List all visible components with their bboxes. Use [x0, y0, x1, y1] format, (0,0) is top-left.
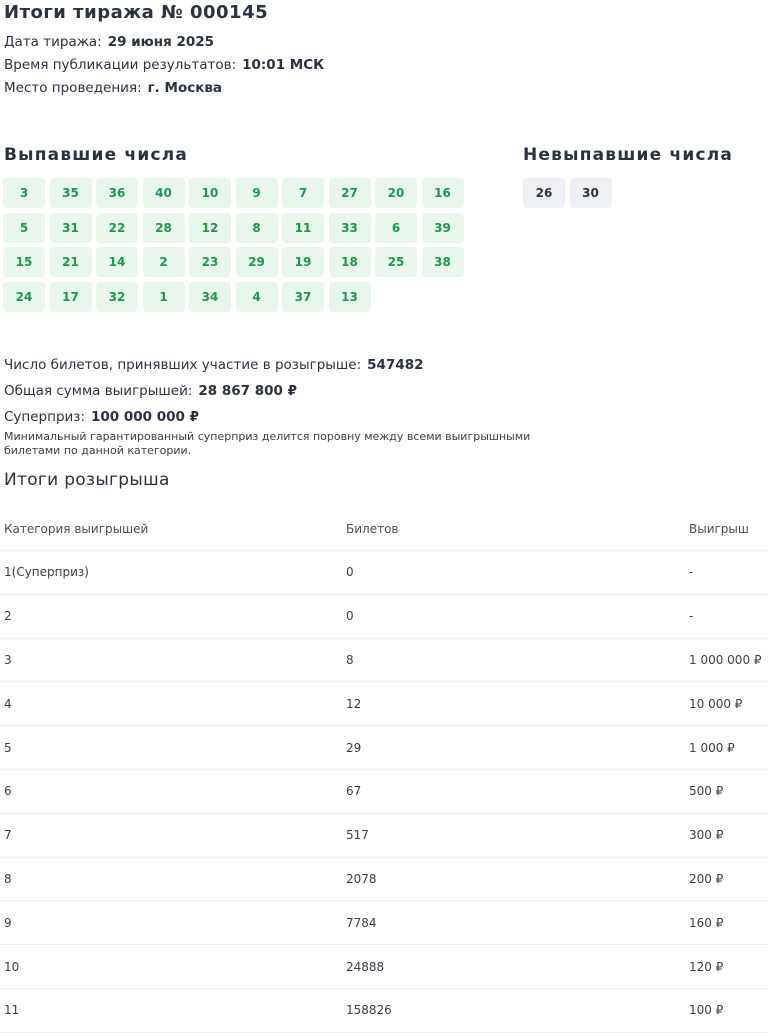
place-value: г. Москва	[147, 80, 223, 96]
draw-date-value: 29 июня 2025	[107, 34, 215, 50]
drawn-number-ball: 32	[96, 282, 138, 312]
drawn-number-ball: 13	[329, 282, 371, 312]
drawn-number-ball: 33	[329, 213, 371, 243]
drawn-number-ball: 10	[189, 178, 231, 208]
drawn-number-ball: 3	[3, 178, 45, 208]
category-cell: 8	[4, 871, 12, 886]
page-title: Итоги тиража № 000145	[4, 2, 269, 23]
tickets-cell: 0	[346, 609, 354, 624]
drawn-number-ball: 38	[422, 247, 464, 277]
drawn-number-ball: 21	[50, 247, 92, 277]
total-stat	[4, 383, 297, 399]
drawn-number-ball: 39	[422, 213, 464, 243]
tickets-cell: 0	[346, 565, 354, 580]
not-drawn-number-ball: 26	[523, 178, 565, 208]
prize-cell: 500 ₽	[689, 784, 724, 799]
drawn-number-ball: 14	[96, 247, 138, 277]
publish-time-value: 10:01 МСК	[242, 57, 325, 73]
superprize-note: Минимальный гарантированный суперприз делится поровну между всеми выигрышными билетами по данной категории.	[4, 430, 531, 457]
drawn-number-ball: 28	[143, 213, 185, 243]
superprize-label: Суперприз:	[4, 409, 86, 425]
table-row	[0, 770, 768, 814]
drawn-number-ball: 12	[189, 213, 231, 243]
tickets-cell: 67	[346, 784, 362, 799]
table-row	[0, 595, 768, 639]
drawn-number-ball: 6	[375, 213, 417, 243]
drawn-number-ball: 29	[236, 247, 278, 277]
drawn-number-ball: 23	[189, 247, 231, 277]
drawn-numbers-title: Выпавшие числа	[4, 145, 189, 165]
column-header-category: Категория выигрышей	[4, 521, 149, 536]
draw-date-line	[4, 34, 214, 50]
tickets-label: Число билетов, принявших участие в розыгрыше:	[4, 357, 362, 373]
prize-cell: 200 ₽	[689, 871, 724, 886]
prize-cell: 100 ₽	[689, 1003, 724, 1018]
publish-time-label: Время публикации результатов:	[4, 57, 237, 73]
prize-cell: 160 ₽	[689, 915, 724, 930]
table-row	[0, 682, 768, 726]
publish-time-line	[4, 57, 324, 73]
not-drawn-numbers-title: Невыпавшие числа	[523, 145, 734, 165]
tickets-cell: 24888	[346, 959, 385, 974]
table-row	[0, 945, 768, 989]
category-cell: 5	[4, 740, 12, 755]
drawn-number-ball: 16	[422, 178, 464, 208]
prize-cell: 10 000 ₽	[689, 696, 743, 711]
table-row	[0, 551, 768, 595]
superprize-value: 100 000 000 ₽	[91, 409, 200, 425]
drawn-number-ball: 37	[282, 282, 324, 312]
drawn-number-ball: 35	[50, 178, 92, 208]
drawn-number-ball: 1	[143, 282, 185, 312]
category-cell: 4	[4, 696, 12, 711]
drawn-numbers-grid	[3, 178, 464, 312]
drawn-number-ball: 11	[282, 213, 324, 243]
drawn-number-ball: 18	[329, 247, 371, 277]
category-cell: 7	[4, 828, 12, 843]
table-row	[0, 858, 768, 902]
superprize-stat	[4, 409, 199, 425]
drawn-number-ball: 40	[143, 178, 185, 208]
tickets-value: 547482	[367, 357, 424, 373]
prize-cell: -	[689, 609, 694, 624]
category-cell: 2	[4, 609, 12, 624]
drawn-number-ball: 22	[96, 213, 138, 243]
place-label: Место проведения:	[4, 80, 142, 96]
prize-cell: -	[689, 565, 694, 580]
results-title: Итоги розыгрыша	[4, 470, 170, 490]
table-row	[0, 726, 768, 770]
drawn-number-ball: 19	[282, 247, 324, 277]
drawn-number-ball: 34	[189, 282, 231, 312]
drawn-number-ball: 27	[329, 178, 371, 208]
table-row	[0, 989, 768, 1033]
drawn-number-ball: 7	[282, 178, 324, 208]
table-row	[0, 639, 768, 683]
tickets-stat	[4, 357, 424, 373]
drawn-number-ball: 5	[3, 213, 45, 243]
drawn-number-ball: 36	[96, 178, 138, 208]
tickets-cell: 158826	[346, 1003, 392, 1018]
column-header-prize: Выигрыш	[689, 521, 749, 536]
drawn-number-ball: 2	[143, 247, 185, 277]
category-cell: 6	[4, 784, 12, 799]
category-cell: 11	[4, 1003, 20, 1018]
not-drawn-number-ball: 30	[570, 178, 612, 208]
category-cell: 10	[4, 959, 20, 974]
tickets-cell: 2078	[346, 871, 377, 886]
place-line	[4, 80, 222, 96]
drawn-number-ball: 8	[236, 213, 278, 243]
tickets-cell: 8	[346, 652, 354, 667]
drawn-number-ball: 15	[3, 247, 45, 277]
total-label: Общая сумма выигрышей:	[4, 383, 193, 399]
drawn-number-ball: 4	[236, 282, 278, 312]
tickets-cell: 29	[346, 740, 362, 755]
total-value: 28 867 800 ₽	[198, 383, 298, 399]
tickets-cell: 7784	[346, 915, 377, 930]
drawn-number-ball: 20	[375, 178, 417, 208]
tickets-cell: 517	[346, 828, 369, 843]
not-drawn-numbers-grid	[523, 178, 612, 208]
category-cell: 9	[4, 915, 12, 930]
prize-cell: 120 ₽	[689, 959, 724, 974]
drawn-number-ball: 31	[50, 213, 92, 243]
table-row	[0, 901, 768, 945]
prize-cell: 300 ₽	[689, 828, 724, 843]
prize-cell: 1 000 000 ₽	[689, 652, 762, 667]
prize-cell: 1 000 ₽	[689, 740, 735, 755]
drawn-number-ball: 17	[50, 282, 92, 312]
tickets-cell: 12	[346, 696, 362, 711]
column-header-tickets: Билетов	[346, 521, 399, 536]
category-cell: 1(Суперприз)	[4, 565, 89, 580]
drawn-number-ball: 24	[3, 282, 45, 312]
results-table	[0, 507, 768, 1033]
drawn-number-ball: 9	[236, 178, 278, 208]
table-header	[0, 507, 768, 551]
category-cell: 3	[4, 652, 12, 667]
draw-date-label: Дата тиража:	[4, 34, 102, 50]
table-row	[0, 814, 768, 858]
drawn-number-ball: 25	[375, 247, 417, 277]
